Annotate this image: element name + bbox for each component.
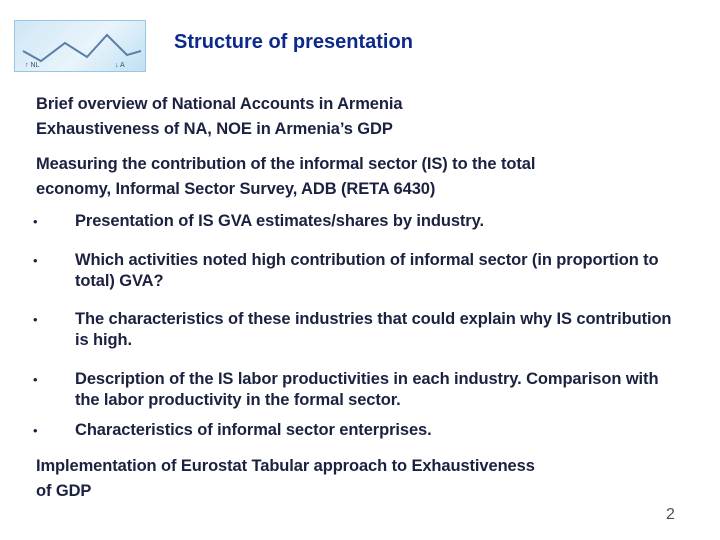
page-number: 2 — [666, 506, 675, 523]
logo-right-label: ↓ A — [115, 62, 125, 69]
logo-left-label: ↑ NL — [25, 62, 40, 69]
measuring-line-cont: economy, Informal Sector Survey, ADB (RETA 6430) — [36, 180, 436, 198]
bullet-item: Characteristics of informal sector enterprises. — [75, 421, 432, 439]
line-graph-icon — [15, 21, 147, 73]
bullet-marker: • — [33, 372, 38, 387]
bullet-marker: • — [33, 253, 38, 268]
bullet-item: Presentation of IS GVA estimates/shares by industry. — [75, 212, 484, 230]
bullet-marker: • — [33, 423, 38, 438]
eurostat-line: Implementation of Eurostat Tabular approach to Exhaustiveness — [36, 457, 535, 475]
bullet-marker: • — [33, 312, 38, 327]
eurostat-line-cont: of GDP — [36, 482, 92, 500]
logo — [14, 20, 146, 72]
measuring-line: Measuring the contribution of the informal sector (IS) to the total — [36, 155, 536, 173]
bullet-item: Description of the IS labor productivities in each industry. Comparison with the labor productivity in the formal sector. — [75, 370, 659, 409]
exhaustiveness-line: Exhaustiveness of NA, NOE in Armenia’s GDP — [36, 120, 393, 138]
slide-title: Structure of presentation — [174, 31, 413, 53]
bullet-item: Which activities noted high contribution of informal sector (in proportion to total) GVA? — [75, 251, 659, 290]
bullet-marker: • — [33, 214, 38, 229]
overview-line: Brief overview of National Accounts in Armenia — [36, 95, 403, 113]
bullet-item: The characteristics of these industries that could explain why IS contribution is high. — [75, 310, 672, 349]
